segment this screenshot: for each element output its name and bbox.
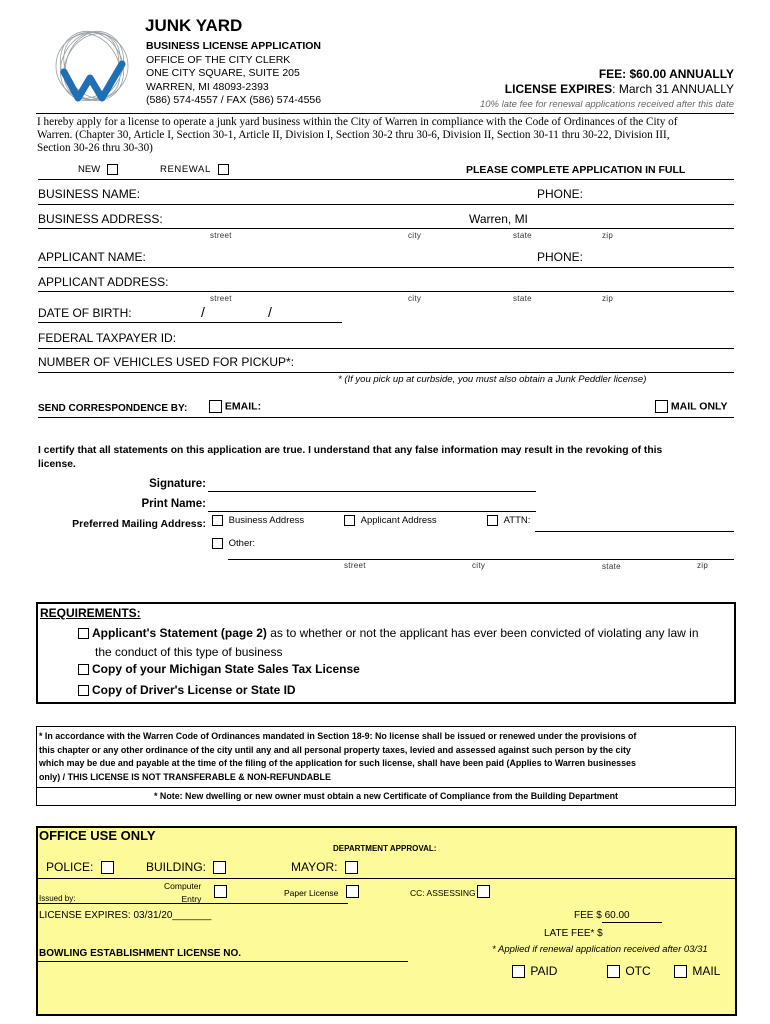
mail-business-checkbox[interactable] — [212, 515, 223, 526]
header-divider — [36, 113, 734, 114]
certificate-note: * Note: New dwelling or new owner must obtain a new Certificate of Compliance from the Building Department — [153, 791, 618, 801]
otc-option — [607, 964, 651, 978]
renewal-checkbox[interactable] — [218, 164, 229, 175]
mayor-label: MAYOR: — [291, 860, 338, 874]
intro-line: I hereby apply for a license to operate a junk yard business within the City of Warren in compliance with the Code of Ordinances of the City of — [37, 116, 678, 128]
police-label: POLICE: — [46, 860, 94, 874]
office-phone-fax: (586) 574-4557 / FAX (586) 574-4556 — [146, 94, 322, 107]
street-caption: street — [210, 231, 232, 240]
office-address-1: ONE CITY SQUARE, SUITE 205 — [146, 67, 300, 80]
otc-label: OTC — [625, 964, 651, 978]
cc-assessing-label: CC: ASSESSING — [410, 888, 476, 898]
city-caption: city — [472, 561, 486, 570]
issued-by-label: Issued by: — [39, 894, 76, 903]
state-caption: state — [602, 562, 621, 571]
state-caption: state — [513, 294, 532, 303]
ordinance-box — [36, 726, 736, 806]
office-license-expires: LICENSE EXPIRES: 03/31/20_______ — [39, 910, 212, 921]
cc-assessing-checkbox[interactable] — [477, 885, 490, 898]
zip-caption: zip — [602, 231, 614, 240]
intro-paragraph — [37, 116, 677, 155]
mail-label: MAIL — [692, 964, 721, 978]
mayor-checkbox[interactable] — [345, 861, 358, 874]
requirement-checkbox[interactable] — [78, 664, 89, 675]
print-name-label: Print Name: — [141, 498, 206, 510]
email-option — [209, 400, 261, 413]
attn-field[interactable] — [535, 531, 734, 532]
renewal-option — [160, 164, 229, 175]
license-expires-label: LICENSE EXPIRES — [504, 82, 613, 96]
mail-checkbox[interactable] — [674, 965, 687, 978]
preferred-mailing-label: Preferred Mailing Address: — [72, 518, 206, 530]
computer-entry-checkbox[interactable] — [214, 885, 227, 898]
mail-attn-label: ATTN: — [503, 515, 531, 527]
business-address-field[interactable] — [38, 228, 734, 229]
requirement-text: Copy of your Michigan State Sales Tax License — [92, 662, 360, 676]
mail-option — [674, 964, 720, 978]
intro-line: Warren. (Chapter 30, Article I, Section 30-1, Article II, Division I, Section 30-2 thru 30-6, Division II, Section 30-11 thru 30-22, Division III, — [37, 129, 670, 141]
requirement-text: as to whether or not the applicant has ever been convicted of violating any law in — [266, 626, 699, 640]
computer-entry-line: Entry — [181, 894, 202, 904]
zip-caption: zip — [602, 294, 614, 303]
mail-applicant-label: Applicant Address — [360, 515, 437, 527]
license-expires-value: : March 31 ANNUALLY — [612, 82, 734, 96]
requirement-item — [78, 662, 360, 676]
department-approval-label: DEPARTMENT APPROVAL: — [333, 844, 437, 853]
vehicles-label: NUMBER OF VEHICLES USED FOR PICKUP*: — [38, 355, 295, 369]
print-name-field[interactable] — [208, 511, 536, 512]
requirement-text: the conduct of this type of business — [95, 645, 283, 659]
intro-line: Section 30-26 thru 30-30) — [37, 142, 153, 154]
certification-statement — [38, 444, 662, 472]
business-phone-label: PHONE: — [537, 187, 584, 201]
requirement-checkbox[interactable] — [78, 628, 89, 639]
street-caption: street — [344, 561, 366, 570]
business-address-label: BUSINESS ADDRESS: — [38, 212, 163, 226]
requirements-title: REQUIREMENTS: — [40, 606, 141, 620]
police-checkbox[interactable] — [101, 861, 114, 874]
office-use-title: OFFICE USE ONLY — [39, 828, 156, 843]
business-name-field[interactable] — [38, 204, 734, 205]
mail-only-checkbox[interactable] — [655, 400, 668, 413]
applicant-phone-label: PHONE: — [537, 250, 584, 264]
mayor-approval — [291, 860, 358, 874]
ordinance-line: only) / THIS LICENSE IS NOT TRANSFERABLE & NON-REFUNDABLE — [39, 771, 331, 782]
mail-attn-checkbox[interactable] — [487, 515, 498, 526]
applicant-address-field[interactable] — [38, 291, 734, 292]
late-fee-note: 10% late fee for renewal applications received after this date — [479, 99, 734, 110]
office-late-fee: LATE FEE* $ — [544, 928, 603, 939]
requirements-box — [36, 602, 736, 704]
mail-other-label: Other: — [228, 538, 256, 550]
office-use-box — [36, 826, 737, 1016]
applicant-name-field[interactable] — [38, 267, 734, 268]
certification-line: license. — [38, 459, 76, 470]
city-caption: city — [408, 231, 422, 240]
form-title: JUNK YARD — [145, 16, 243, 35]
requirement-text: Copy of Driver's License or State ID — [92, 683, 296, 697]
mail-business-option — [212, 515, 304, 526]
ordinance-line: which may be due and payable at the time of the filing of the application for such license, shall have been paid (Applies to Warren businesses — [39, 758, 636, 769]
otc-checkbox[interactable] — [607, 965, 620, 978]
mail-other-checkbox[interactable] — [212, 538, 223, 549]
certification-line: I certify that all statements on this application are true. I understand that any false information may result in the revoking of this — [38, 445, 663, 456]
paid-checkbox[interactable] — [512, 965, 525, 978]
email-field[interactable] — [38, 417, 734, 418]
dob-label: DATE OF BIRTH: — [38, 306, 132, 320]
dob-slash: / — [268, 304, 272, 320]
renewal-label: RENEWAL — [160, 164, 211, 176]
computer-entry-line: Computer — [164, 881, 202, 891]
vehicles-note: * (If you pick up at curbside, you must also obtain a Junk Peddler license) — [338, 374, 647, 385]
office-late-fee-note: * Applied if renewal application received after 03/31 — [492, 944, 708, 955]
other-address-field[interactable] — [228, 559, 734, 560]
office-address-2: WARREN, MI 48093-2393 — [146, 80, 269, 93]
dob-slash: / — [201, 304, 205, 320]
new-checkbox[interactable] — [107, 164, 118, 175]
complete-notice: PLEASE COMPLETE APPLICATION IN FULL — [466, 164, 686, 176]
building-approval — [146, 860, 226, 874]
ordinance-line: this chapter or any other ordinance of the city until any and all personal property taxes, levied and assessed against such person by the city — [39, 744, 631, 755]
requirement-item — [78, 683, 296, 697]
city-logo — [52, 24, 134, 106]
state-caption: state — [513, 231, 532, 240]
mail-applicant-option — [344, 515, 437, 526]
mail-attn-option — [487, 515, 530, 526]
mail-applicant-checkbox[interactable] — [344, 515, 355, 526]
mail-other-option — [212, 538, 255, 549]
requirement-checkbox[interactable] — [78, 685, 89, 696]
paper-license-label: Paper License — [284, 888, 339, 898]
paper-license-checkbox[interactable] — [346, 885, 359, 898]
police-approval — [46, 860, 114, 874]
taxpayer-id-label: FEDERAL TAXPAYER ID: — [38, 331, 177, 345]
send-correspondence-label: SEND CORRESPONDENCE BY: — [38, 403, 188, 414]
form-subtitle: BUSINESS LICENSE APPLICATION — [146, 40, 322, 52]
mail-only-label: MAIL ONLY — [670, 400, 728, 413]
paid-option — [512, 964, 557, 978]
bowling-license-label: BOWLING ESTABLISHMENT LICENSE NO. — [39, 948, 242, 959]
signature-field[interactable] — [208, 491, 536, 492]
requirement-bold: Applicant's Statement (page 2) — [92, 626, 267, 640]
street-caption: street — [210, 294, 232, 303]
fee-label: FEE: $60.00 ANNUALLY — [598, 67, 734, 81]
office-fee: FEE $ 60.00 — [574, 910, 630, 921]
email-label: EMAIL: — [224, 400, 262, 413]
notice-underline — [38, 179, 734, 180]
signature-label: Signature: — [149, 478, 206, 490]
mail-business-label: Business Address — [228, 515, 305, 527]
office-name: OFFICE OF THE CITY CLERK — [146, 53, 291, 66]
business-city-value: Warren, MI — [469, 212, 528, 226]
requirement-item — [78, 624, 734, 662]
taxpayer-id-field[interactable] — [38, 348, 734, 349]
paid-label: PAID — [530, 964, 558, 978]
dob-field[interactable] — [38, 322, 342, 323]
applicant-address-label: APPLICANT ADDRESS: — [38, 275, 169, 289]
mail-only-option — [655, 400, 728, 413]
ordinance-line: * In accordance with the Warren Code of Ordinances mandated in Section 18-9: No license shall be issued or renewed under the provisions of — [39, 731, 637, 741]
new-label: NEW — [78, 164, 101, 176]
building-label: BUILDING: — [146, 860, 207, 874]
business-name-label: BUSINESS NAME: — [38, 187, 141, 201]
applicant-name-label: APPLICANT NAME: — [38, 250, 146, 264]
city-caption: city — [408, 294, 422, 303]
building-checkbox[interactable] — [213, 861, 226, 874]
license-expires — [505, 82, 734, 96]
zip-caption: zip — [697, 561, 709, 570]
email-checkbox[interactable] — [209, 400, 222, 413]
new-option — [78, 164, 118, 175]
vehicles-field[interactable] — [38, 372, 734, 373]
